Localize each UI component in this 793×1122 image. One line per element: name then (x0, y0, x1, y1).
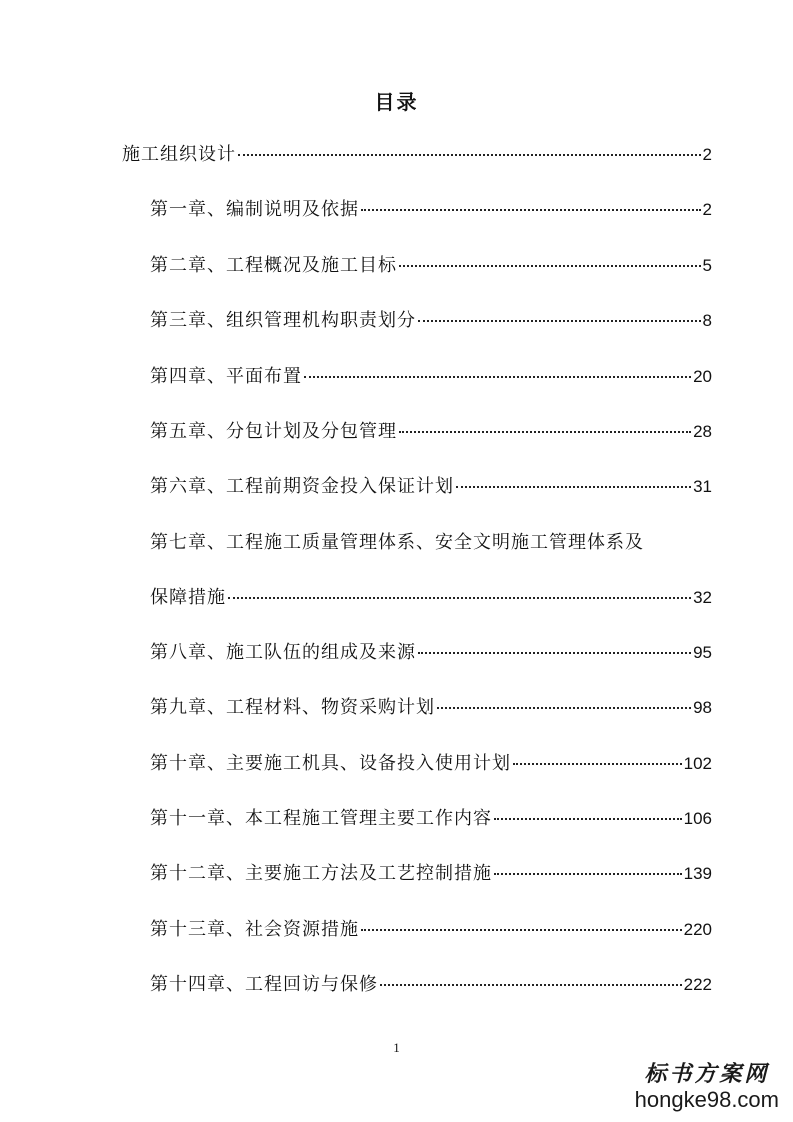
toc-entry-page: 95 (693, 643, 712, 662)
toc-entry-label: 第二章、工程概况及施工目标 (150, 255, 397, 276)
toc-entry[interactable] (150, 918, 712, 942)
toc-entry-label: 第九章、工程材料、物资采购计划 (150, 697, 435, 718)
dot-leader (399, 431, 691, 433)
toc-entry[interactable] (150, 254, 712, 278)
toc-entry-page: 222 (683, 975, 712, 994)
toc-entry[interactable] (150, 862, 712, 886)
dot-leader (494, 873, 682, 875)
watermark-url: hongke98.com (634, 1087, 779, 1112)
page-number: 1 (393, 1040, 400, 1055)
toc-entry-label: 第五章、分包计划及分包管理 (150, 421, 397, 442)
toc-entry-label: 保障措施 (150, 587, 226, 608)
toc-entry[interactable] (150, 309, 712, 333)
toc-entry-page: 2 (702, 145, 712, 164)
toc-entry-page: 139 (683, 864, 712, 883)
toc-entry[interactable] (150, 641, 712, 665)
toc-entry-label: 第三章、组织管理机构职责划分 (150, 310, 416, 331)
dot-leader (456, 486, 691, 488)
toc-entry-page: 32 (693, 588, 712, 607)
toc-entry-page: 98 (693, 698, 712, 717)
toc-entry-label-wrapped[interactable]: 第七章、工程施工质量管理体系、安全文明施工管理体系及 (150, 532, 644, 553)
toc-entry-page: 20 (693, 367, 712, 386)
dot-leader (380, 984, 682, 986)
toc-entry-page: 220 (683, 920, 712, 939)
toc-entry-label: 第八章、施工队伍的组成及来源 (150, 642, 416, 663)
toc-entry[interactable] (150, 420, 712, 444)
dot-leader (399, 265, 701, 267)
toc-entry-page: 106 (683, 809, 712, 828)
toc-entry-label: 第十三章、社会资源措施 (150, 919, 359, 940)
toc-entry-label: 第六章、工程前期资金投入保证计划 (150, 476, 454, 497)
dot-leader (361, 209, 701, 211)
dot-leader (437, 707, 691, 709)
toc-entry-label: 第十一章、本工程施工管理主要工作内容 (150, 808, 492, 829)
toc-entry[interactable] (150, 696, 712, 720)
toc-entry-label: 第十二章、主要施工方法及工艺控制措施 (150, 863, 492, 884)
toc-entry-page: 28 (693, 422, 712, 441)
toc-entry[interactable] (150, 973, 712, 997)
toc-entry[interactable] (150, 365, 712, 389)
toc-entry[interactable] (150, 475, 712, 499)
toc-entry-label: 施工组织设计 (122, 144, 236, 165)
toc-entry-label: 第四章、平面布置 (150, 366, 302, 387)
toc-entry-page: 102 (683, 754, 712, 773)
toc-entry[interactable] (150, 198, 712, 222)
toc-entry[interactable] (150, 807, 712, 831)
toc-entry[interactable] (122, 143, 712, 167)
toc-entry[interactable] (150, 752, 712, 776)
dot-leader (494, 818, 682, 820)
toc-entry-label: 第一章、编制说明及依据 (150, 199, 359, 220)
dot-leader (304, 376, 691, 378)
dot-leader (418, 652, 691, 654)
dot-leader (228, 597, 691, 599)
toc-entry-page: 5 (702, 256, 712, 275)
dot-leader (238, 154, 701, 156)
toc-entry-page: 2 (702, 200, 712, 219)
toc-entry-label: 第十四章、工程回访与保修 (150, 974, 378, 995)
toc-entry[interactable] (150, 586, 712, 610)
toc-title: 目录 (374, 90, 419, 114)
toc-entry-page: 8 (702, 311, 712, 330)
dot-leader (418, 320, 701, 322)
dot-leader (513, 763, 682, 765)
watermark (635, 1057, 779, 1112)
toc-entry-page: 31 (693, 477, 712, 496)
toc-entry-label: 第十章、主要施工机具、设备投入使用计划 (150, 753, 511, 774)
watermark-chinese: 标书方案网 (644, 1061, 770, 1087)
dot-leader (361, 929, 682, 931)
